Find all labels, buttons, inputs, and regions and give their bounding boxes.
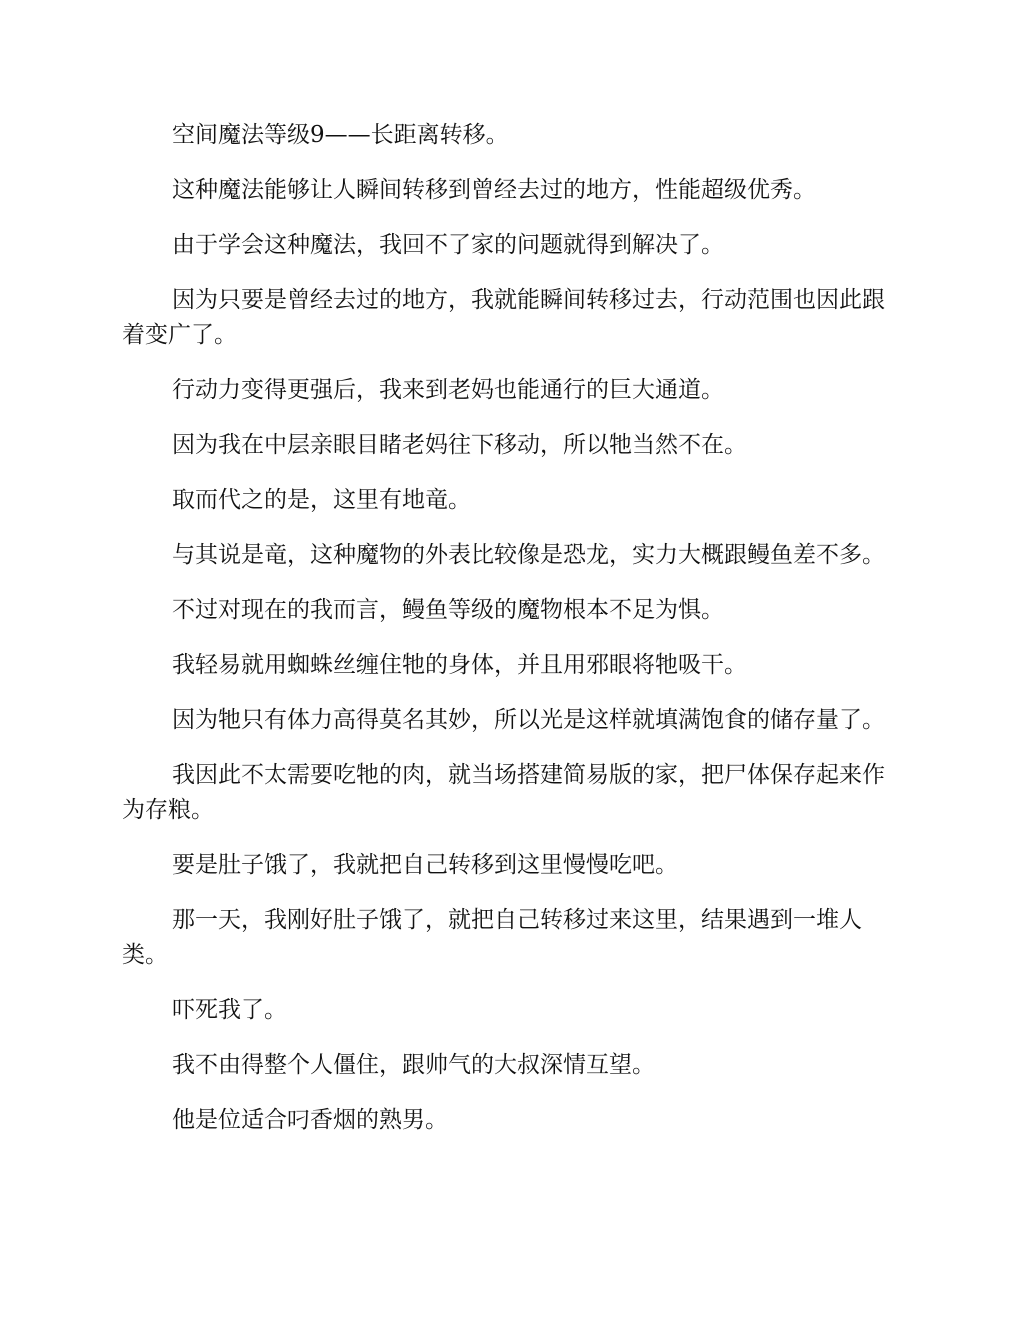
- paragraph: 与其说是竜，这种魔物的外表比较像是恐龙，实力大概跟鳗鱼差不多。: [172, 542, 885, 568]
- paragraph: 不过对现在的我而言，鳗鱼等级的魔物根本不足为惧。: [172, 597, 724, 623]
- paragraph: 我因此不太需要吃牠的肉，就当场搭建简易版的家，把尸体保存起来作为存粮。: [122, 762, 885, 823]
- paragraph: 那一天，我刚好肚子饿了，就把自己转移过来这里，结果遇到一堆人类。: [122, 907, 862, 968]
- paragraph: 我轻易就用蜘蛛丝缠住牠的身体，并且用邪眼将牠吸干。: [172, 652, 747, 678]
- paragraph: 因为牠只有体力高得莫名其妙，所以光是这样就填满饱食的储存量了。: [172, 707, 885, 733]
- paragraph: 取而代之的是，这里有地竜。: [172, 487, 471, 513]
- paragraph: 吓死我了。: [172, 997, 287, 1023]
- paragraph: 他是位适合叼香烟的熟男。: [172, 1107, 448, 1133]
- paragraph: 空间魔法等级9——长距离转移。: [172, 122, 509, 148]
- paragraph: 我不由得整个人僵住，跟帅气的大叔深情互望。: [172, 1052, 655, 1078]
- paragraph: 要是肚子饿了，我就把自己转移到这里慢慢吃吧。: [172, 852, 678, 878]
- paragraph: 这种魔法能够让人瞬间转移到曾经去过的地方，性能超级优秀。: [172, 177, 816, 203]
- paragraph: 由于学会这种魔法，我回不了家的问题就得到解决了。: [172, 232, 724, 258]
- document-body: [122, 118, 898, 1158]
- paragraph: 行动力变得更强后，我来到老妈也能通行的巨大通道。: [172, 377, 724, 403]
- paragraph: 因为只要是曾经去过的地方，我就能瞬间转移过去，行动范围也因此跟着变广了。: [122, 287, 885, 348]
- paragraph: 因为我在中层亲眼目睹老妈往下移动，所以牠当然不在。: [172, 432, 747, 458]
